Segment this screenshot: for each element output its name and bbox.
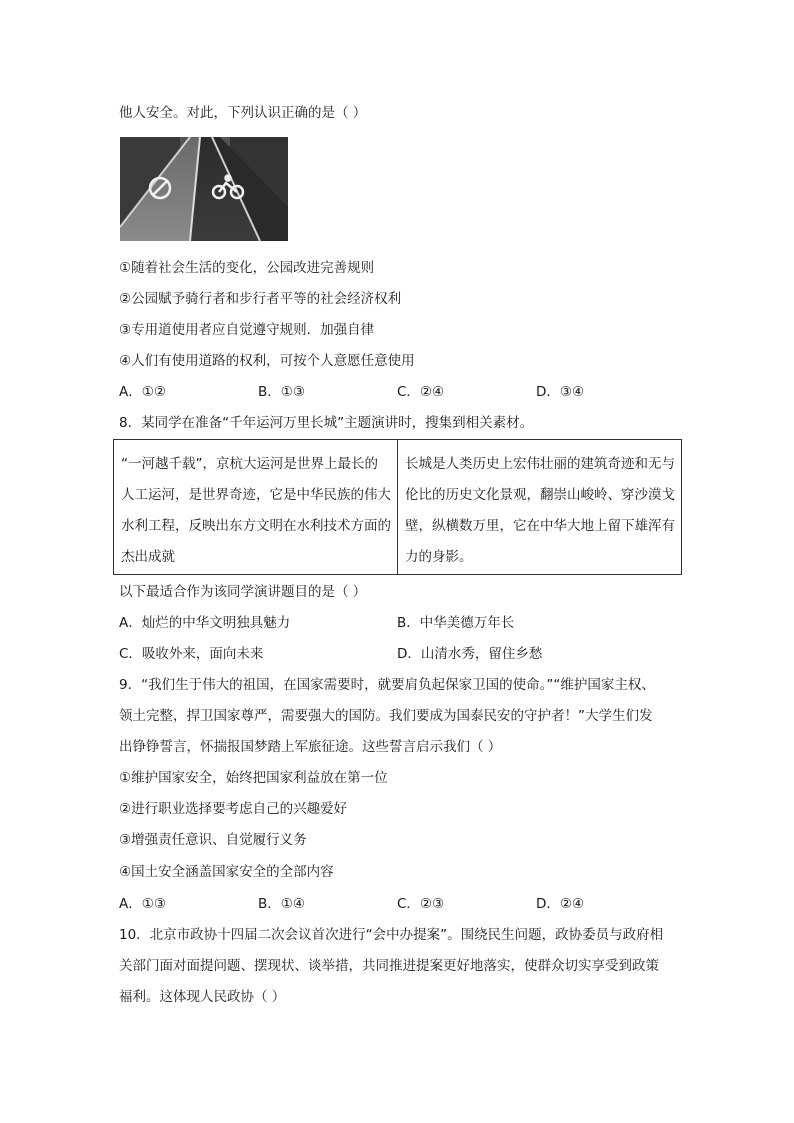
q9-option-a[interactable]: A．①③: [119, 896, 166, 912]
q9-stem-line: 领土完整，捍卫国家尊严，需要强大的国防。我们要成为国泰民安的守护者！”大学生们发: [119, 708, 653, 724]
q9-stem-line: 9．“我们生于伟大的祖国，在国家需要时，就要肩负起保家卫国的使命。”“维护国家主权、: [119, 677, 655, 693]
q9-option-d[interactable]: D．②④: [536, 896, 585, 912]
q10-stem-line: 福利。这体现人民政协（ ）: [119, 989, 286, 1005]
q8-material-table: [113, 439, 682, 575]
q8-material-canal: “一河越千载”，京杭大运河是世界上最长的人工运河，是世界奇迹，它是中华民族的伟大水利工程，反映出东方文明在水利技术方面的杰出成就: [114, 440, 398, 575]
q9-option-c[interactable]: C．②③: [397, 896, 445, 912]
q9-statement: ④国土安全涵盖国家安全的全部内容: [119, 864, 334, 880]
q7-statement: ④人们有使用道路的权利，可按个人意愿任意使用: [119, 353, 415, 369]
q7-stem-tail: 他人安全。对此，下列认识正确的是（ ）: [119, 105, 367, 121]
q9-statement: ①维护国家安全，始终把国家利益放在第一位: [119, 770, 388, 786]
lane-photo: [120, 137, 288, 241]
q7-statement: ③专用道使用者应自觉遵守规则．加强自律: [119, 322, 375, 338]
q7-statement: ①随着社会生活的变化，公园改进完善规则: [119, 260, 375, 276]
q7-statement: ②公园赋予骑行者和步行者平等的社会经济权利: [119, 291, 402, 307]
q8-question: 以下最适合作为该同学演讲题目的是（ ）: [119, 584, 367, 600]
q7-option-c[interactable]: C．②④: [397, 384, 445, 400]
q8-option-d[interactable]: D．山清水秀，留住乡愁: [397, 646, 543, 662]
q9-statement: ③增强责任意识、自觉履行义务: [119, 832, 307, 848]
q10-stem-line: 关部门面对面提问题、摆现状、谈举措，共同推进提案更好地落实，使群众切实享受到政策: [119, 958, 659, 974]
q8-stem: 8．某同学在准备“千年运河万里长城”主题演讲时，搜集到相关素材。: [119, 415, 534, 431]
q8-option-b[interactable]: B．中华美德万年长: [397, 615, 515, 631]
q9-statement: ②进行职业选择要考虑自己的兴趣爱好: [119, 801, 348, 817]
q8-option-a[interactable]: A．灿烂的中华文明独具魅力: [119, 615, 291, 631]
q7-option-a[interactable]: A．①②: [119, 384, 166, 400]
q9-option-b[interactable]: B．①④: [258, 896, 305, 912]
q9-stem-line: 出铮铮誓言，怀揣报国梦踏上军旅征途。这些誓言启示我们（ ）: [119, 739, 502, 755]
q8-option-c[interactable]: C．吸收外来，面向未来: [119, 646, 264, 662]
q7-option-d[interactable]: D．③④: [536, 384, 585, 400]
q8-material-wall: 长城是人类历史上宏伟壮丽的建筑奇迹和无与伦比的历史文化景观，翻崇山峻岭、穿沙漠戈壁，纵横数万里，它在中华大地上留下雄浑有力的身影。: [398, 440, 682, 575]
q10-stem-line: 10．北京市政协十四届二次会议首次进行“会中办提案”。围绕民生问题，政协委员与政府相: [119, 927, 664, 943]
q7-option-b[interactable]: B．①③: [258, 384, 305, 400]
